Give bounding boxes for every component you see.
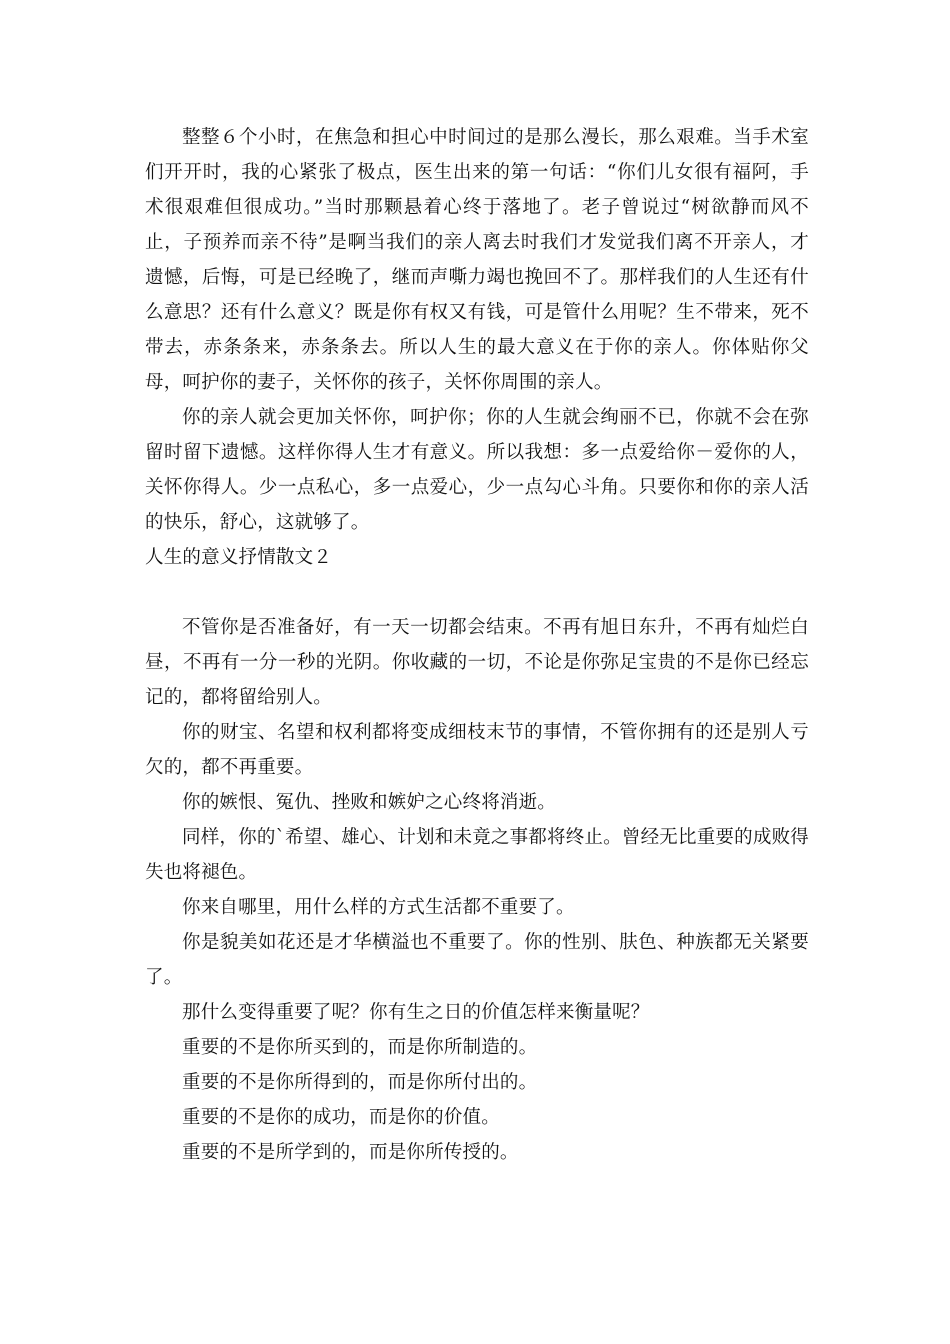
paragraph: 你的亲人就会更加关怀你，呵护你；你的人生就会绚丽不已，你就不会在弥留时留下遗憾。这样你得人生才有意义。所以我想：多一点爱给你－爱你的人，关怀你得人。少一点私心，多一点爱心，少一点勾心斗角。只要你和你的亲人活的快乐，舒心，这就够了。: [145, 407, 809, 533]
paragraph: 不管你是否准备好，有一天一切都会结束。不再有旭日东升，不再有灿烂白昼，不再有一分一秒的光阴。你收藏的一切，不论是你弥足宝贵的不是你已经忘记的，都将留给别人。: [145, 617, 809, 708]
paragraph: 你的财宝、名望和权利都将变成细枝末节的事情，不管你拥有的还是别人亏欠的，都不再重要。: [145, 722, 809, 778]
paragraph: 那什么变得重要了呢？你有生之日的价值怎样来衡量呢？: [182, 1002, 650, 1023]
paragraph: 重要的不是你所得到的，而是你所付出的。: [182, 1072, 538, 1093]
blank-line: [145, 575, 809, 610]
paragraph: 整整６个小时，在焦急和担心中时间过的是那么漫长，那么艰难。当手术室们开开时，我的心紧张了极点，医生出来的第一句话：“你们儿女很有福阿，手术很艰难但很成功。”当时那颗悬着心终于落地了。老子曾说过“树欲静而风不止，子预养而亲不待”是啊当我们的亲人离去时我们才发觉我们离不开亲人，才遗憾，后悔，可是已经晚了，继而声嘶力竭也挽回不了。那样我们的人生还有什么意思？还有什么意义？既是你有权又有钱，可是管什么用呢？生不带来，死不带去，赤条条来，赤条条去。所以人生的最大意义在于你的亲人。你体贴你父母，呵护你的妻子，关怀你的孩子，关怀你周围的亲人。: [145, 127, 809, 393]
paragraph: 同样，你的`希望、雄心、计划和未竟之事都将终止。曾经无比重要的成败得失也将褪色。: [145, 827, 809, 883]
paragraph: 你的嫉恨、冤仇、挫败和嫉妒之心终将消逝。: [182, 792, 557, 813]
paragraph: 重要的不是所学到的，而是你所传授的。: [182, 1142, 519, 1163]
paragraph: 你是貌美如花还是才华横溢也不重要了。你的性别、肤色、种族都无关紧要了。: [145, 932, 809, 988]
paragraph: 重要的不是你所买到的，而是你所制造的。: [182, 1037, 538, 1058]
document-body: [145, 120, 809, 1170]
paragraph: 重要的不是你的成功，而是你的价值。: [182, 1107, 500, 1128]
section-heading: 人生的意义抒情散文２: [145, 547, 333, 568]
paragraph: 你来自哪里，用什么样的方式生活都不重要了。: [182, 897, 575, 918]
